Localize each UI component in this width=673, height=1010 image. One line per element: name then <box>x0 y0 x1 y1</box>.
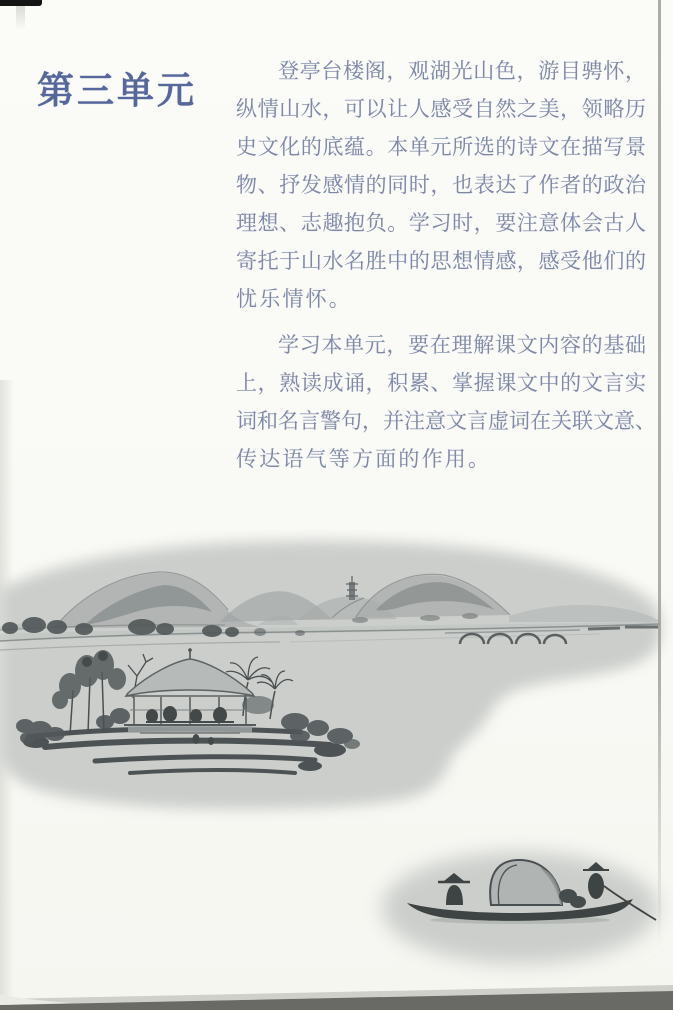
text-line: 词 和 名 言 警 句 ， 并 注 意 文 言 虚 词 在 关 联 文 意 、 <box>236 409 656 433</box>
text-line: 登 亭 台 楼 阁 ， 观 湖 光 山 色 ， 游 目 骋 怀 ， <box>278 59 646 83</box>
text-line: 传达语气等方面的作用。 <box>236 447 492 471</box>
text-line: 上 ， 熟 读 成 诵 ， 积 累 、 掌 握 课 文 中 的 文 言 实 <box>236 371 646 395</box>
boat-rear-figure <box>588 862 604 899</box>
ink-wash-illustration <box>0 530 673 1010</box>
page-bottom-edge <box>0 983 673 1010</box>
unit-intro-paragraph-2 <box>236 326 656 478</box>
unit-intro-text <box>236 52 656 478</box>
text-line: 物 、 抒 发 感 情 的 同 时 ， 也 表 达 了 作 者 的 政 治 <box>236 173 646 197</box>
scan-smudge <box>16 6 25 30</box>
unit-title: 第三单元 <box>37 71 197 112</box>
text-line: 纵 情 山 水 ， 可 以 让 人 感 受 自 然 之 美 ， 领 略 历 <box>236 97 646 121</box>
text-line: 理 想 、 志 趣 抱 负 。 学 习 时 ， 要 注 意 体 会 古 人 <box>236 211 646 235</box>
text-line: 学 习 本 单 元 ， 要 在 理 解 课 文 内 容 的 基 础 <box>278 333 646 357</box>
text-line: 寄 托 于 山 水 名 胜 中 的 思 想 情 感 ， 感 受 他 们 的 <box>236 249 646 273</box>
page-edge-right <box>658 0 661 948</box>
text-line: 史 文 化 的 底 蕴 。 本 单 元 所 选 的 诗 文 在 描 写 景 <box>236 135 646 159</box>
unit-intro-paragraph-1 <box>236 52 646 318</box>
text-line: 忧乐情怀。 <box>236 287 352 311</box>
